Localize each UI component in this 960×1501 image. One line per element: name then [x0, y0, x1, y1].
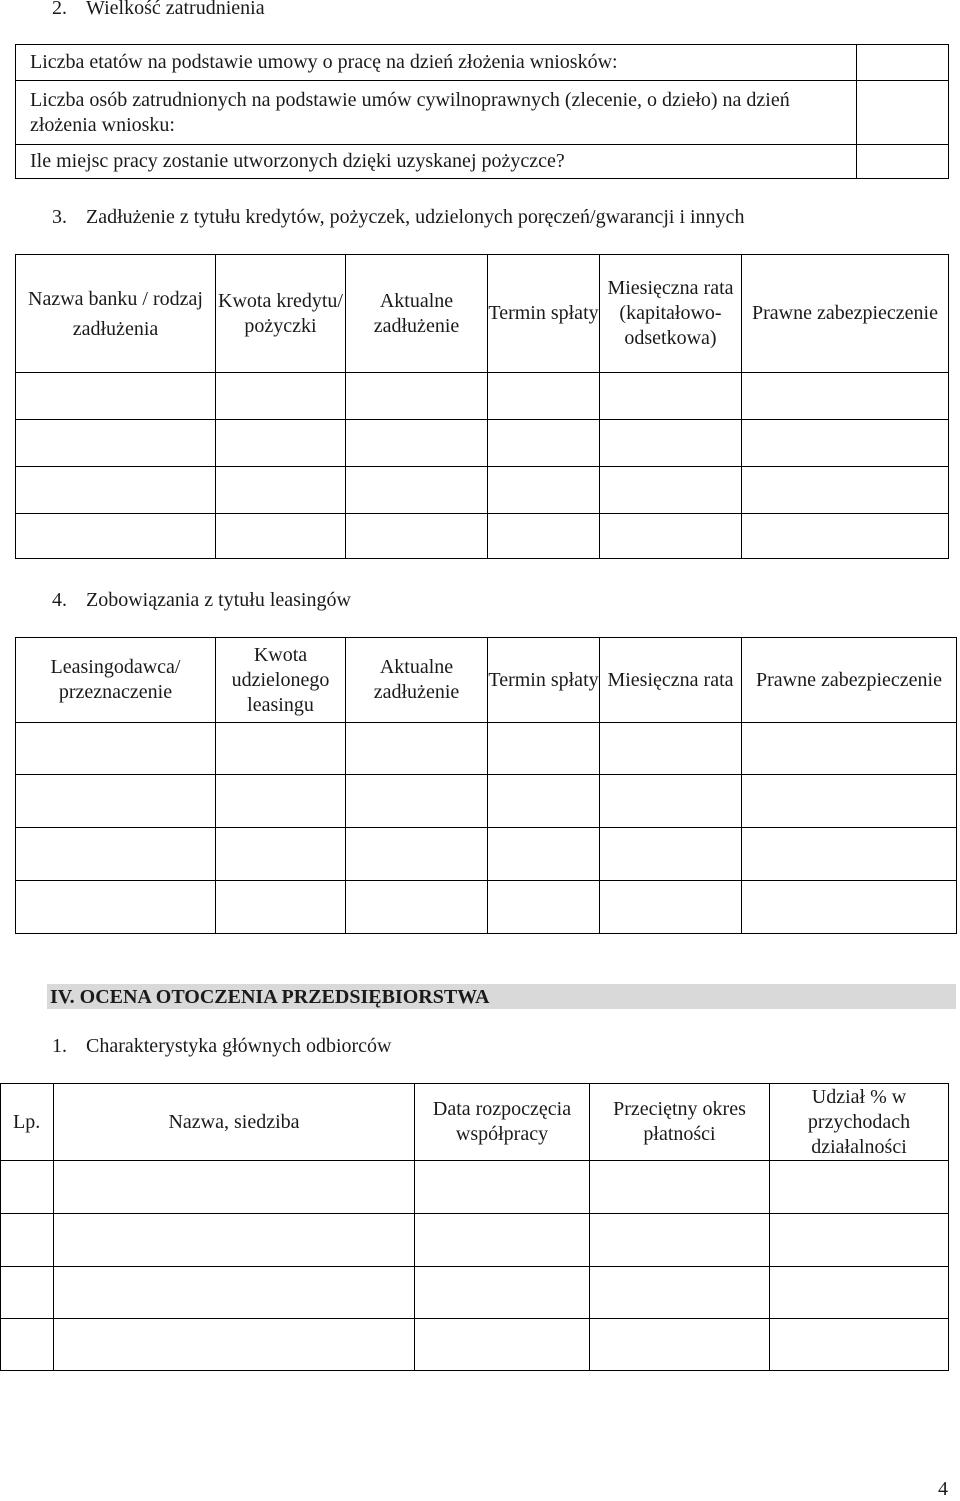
table-cell[interactable] [415, 1319, 590, 1371]
customers-header-share: Udział % w przychodach działalności [770, 1084, 949, 1161]
debt-header-installment: Miesięczna rata (kapitałowo-odsetkowa) [600, 255, 742, 373]
table-row [1, 1319, 949, 1371]
page-number: 4 [938, 1478, 948, 1500]
table-cell[interactable] [590, 1267, 770, 1319]
employment-row-label: Ile miejsc pracy zostanie utworzonych dzięki uzyskanej pożyczce? [16, 145, 857, 179]
table-cell[interactable] [770, 1319, 949, 1371]
employment-row-label: Liczba etatów na podstawie umowy o pracę na dzień złożenia wniosków: [16, 45, 857, 81]
leasing-header-installment: Miesięczna rata [600, 638, 742, 723]
table-cell[interactable] [1, 1319, 54, 1371]
customers-header-name: Nazwa, siedziba [54, 1084, 415, 1161]
table-cell[interactable] [346, 775, 488, 828]
table-cell[interactable] [16, 420, 216, 467]
table-cell[interactable] [216, 514, 346, 559]
section-iv-1-title: Charakterystyka głównych odbiorców [86, 1035, 392, 1057]
table-row [1, 1161, 949, 1214]
table-cell[interactable] [16, 514, 216, 559]
customers-header-start-date: Data rozpoczęcia współpracy [415, 1084, 590, 1161]
table-cell[interactable] [16, 775, 216, 828]
table-cell[interactable] [600, 467, 742, 514]
leasing-header-current: Aktualne zadłużenie [346, 638, 488, 723]
section-3-heading [52, 205, 744, 229]
section-3-number: 3. [52, 206, 67, 228]
table-cell[interactable] [488, 723, 600, 775]
employment-row-label: Liczba osób zatrudnionych na podstawie umów cywilnoprawnych (zlecenie, o dzieło) na dzień złożenia wniosku: [16, 81, 857, 145]
section-3-title: Zadłużenie z tytułu kredytów, pożyczek, udzielonych poręczeń/gwarancji i innych [86, 206, 745, 228]
table-cell[interactable] [1, 1161, 54, 1214]
table-row [16, 828, 957, 881]
table-cell[interactable] [488, 467, 600, 514]
table-cell[interactable] [54, 1161, 415, 1214]
table-cell[interactable] [346, 420, 488, 467]
table-cell[interactable] [600, 723, 742, 775]
table-cell[interactable] [488, 828, 600, 881]
debt-header-security: Prawne zabezpieczenie [742, 255, 949, 373]
customers-header-lp: Lp. [1, 1084, 54, 1161]
leasing-header-lessor: Leasingodawca/ przeznaczenie [16, 638, 216, 723]
leasing-table [15, 637, 957, 934]
table-cell[interactable] [54, 1319, 415, 1371]
table-cell[interactable] [1, 1214, 54, 1267]
leasing-header-amount: Kwota udzielonego leasingu [216, 638, 346, 723]
table-row [16, 420, 949, 467]
table-row [1, 1267, 949, 1319]
table-cell[interactable] [600, 775, 742, 828]
table-cell[interactable] [742, 881, 957, 934]
section-iv-1-number: 1. [52, 1035, 67, 1057]
employment-row-value[interactable] [857, 45, 949, 81]
table-cell[interactable] [742, 514, 949, 559]
leasing-header-term: Termin spłaty [488, 638, 600, 723]
table-cell[interactable] [488, 420, 600, 467]
table-cell[interactable] [488, 881, 600, 934]
section-4-heading [52, 588, 351, 612]
section-iv-1-heading [52, 1034, 391, 1058]
table-row [16, 775, 957, 828]
table-cell[interactable] [590, 1319, 770, 1371]
employment-table [15, 44, 949, 179]
section-2-heading [52, 0, 265, 20]
table-cell[interactable] [346, 373, 488, 420]
table-cell[interactable] [742, 373, 949, 420]
leasing-header-security: Prawne zabezpieczenie [742, 638, 957, 723]
table-cell[interactable] [415, 1161, 590, 1214]
table-row [16, 514, 949, 559]
table-cell[interactable] [346, 723, 488, 775]
table-cell[interactable] [770, 1214, 949, 1267]
debt-header-current: Aktualne zadłużenie [346, 255, 488, 373]
table-cell[interactable] [742, 828, 957, 881]
section-2-number: 2. [52, 0, 67, 19]
employment-row-value[interactable] [857, 145, 949, 179]
table-cell[interactable] [488, 373, 600, 420]
section-4-number: 4. [52, 589, 67, 611]
table-cell[interactable] [415, 1267, 590, 1319]
table-cell[interactable] [742, 723, 957, 775]
table-cell[interactable] [590, 1161, 770, 1214]
table-cell[interactable] [346, 514, 488, 559]
table-cell[interactable] [346, 828, 488, 881]
table-cell[interactable] [742, 467, 949, 514]
table-row [16, 373, 949, 420]
table-cell[interactable] [346, 881, 488, 934]
debt-header-bank: Nazwa banku / rodzaj zadłużenia [16, 255, 216, 373]
section-4-title: Zobowiązania z tytułu leasingów [86, 589, 351, 611]
table-cell[interactable] [600, 373, 742, 420]
employment-row-value[interactable] [857, 81, 949, 145]
table-cell[interactable] [216, 828, 346, 881]
debt-header-amount: Kwota kredytu/ pożyczki [216, 255, 346, 373]
table-cell[interactable] [600, 420, 742, 467]
table-cell[interactable] [770, 1161, 949, 1214]
customers-table [0, 1083, 949, 1371]
table-cell[interactable] [415, 1214, 590, 1267]
table-cell[interactable] [216, 881, 346, 934]
table-cell[interactable] [216, 420, 346, 467]
table-cell[interactable] [488, 514, 600, 559]
table-cell[interactable] [742, 420, 949, 467]
table-cell[interactable] [488, 775, 600, 828]
section-iv-title: IV. OCENA OTOCZENIA PRZEDSIĘBIORSTWA [50, 986, 490, 1008]
table-row [1, 1214, 949, 1267]
table-cell[interactable] [600, 881, 742, 934]
table-cell[interactable] [346, 467, 488, 514]
table-cell[interactable] [742, 775, 957, 828]
table-cell[interactable] [600, 828, 742, 881]
table-row [16, 723, 957, 775]
table-cell[interactable] [16, 373, 216, 420]
table-cell[interactable] [590, 1214, 770, 1267]
debt-header-term: Termin spłaty [488, 255, 600, 373]
section-2-title: Wielkość zatrudnienia [86, 0, 265, 19]
table-cell[interactable] [54, 1214, 415, 1267]
table-cell[interactable] [16, 723, 216, 775]
table-cell[interactable] [16, 828, 216, 881]
table-cell[interactable] [600, 514, 742, 559]
table-cell[interactable] [216, 373, 346, 420]
table-cell[interactable] [16, 467, 216, 514]
table-cell[interactable] [16, 881, 216, 934]
table-cell[interactable] [216, 775, 346, 828]
table-cell[interactable] [770, 1267, 949, 1319]
table-row [16, 467, 949, 514]
table-cell[interactable] [1, 1267, 54, 1319]
table-cell[interactable] [216, 467, 346, 514]
debt-table [15, 254, 949, 559]
table-row [16, 881, 957, 934]
customers-header-payment-term: Przeciętny okres płatności [590, 1084, 770, 1161]
table-cell[interactable] [216, 723, 346, 775]
table-cell[interactable] [54, 1267, 415, 1319]
